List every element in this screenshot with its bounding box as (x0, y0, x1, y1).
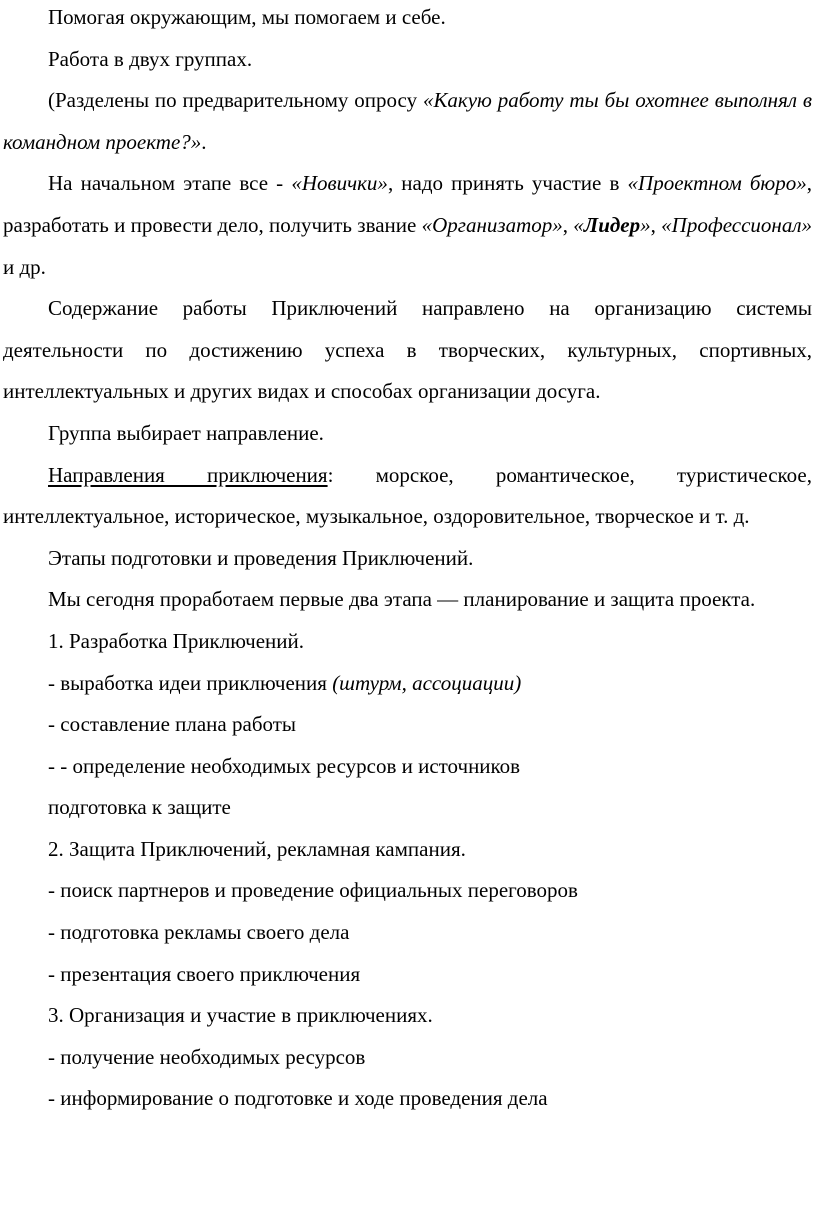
roles-text-k: и др. (3, 254, 46, 279)
stage3-title: 3. Организация и участие в приключениях. (48, 1003, 433, 1028)
stage2-item: - подготовка рекламы своего дела (48, 920, 350, 945)
role-professional: «Профессионал» (661, 212, 812, 237)
paragraph-directions (3, 455, 812, 538)
leader-close-quote: » (640, 212, 651, 237)
stage2-item: - поиск партнеров и проведение официальных переговоров (48, 878, 578, 903)
stage3-item: - получение необходимых ресурсов (48, 1044, 366, 1069)
roles-text-e: , разработать и провести дело, получить звание (3, 171, 812, 237)
roles-text-g: , (562, 212, 574, 237)
paragraph-stages: Этапы подготовки и проведения Приключений. (48, 545, 474, 570)
paragraph-groups: Работа в двух группах. (48, 46, 253, 71)
stage1-title: 1. Разработка Приключений. (48, 628, 304, 653)
paragraph-helping: Помогая окружающим, мы помогаем и себе. (48, 5, 446, 29)
role-leader (573, 213, 650, 237)
paragraph-today: Мы сегодня проработаем первые два этапа — планирование и защита проекта. (48, 587, 756, 612)
roles-text-i: , (650, 212, 662, 237)
roles-text-c: , надо принять участие в (387, 171, 628, 196)
role-organizer: «Организатор» (421, 212, 563, 237)
stage3-item: - информирование о подготовке и ходе проведения дела (48, 1086, 548, 1111)
stage1-item1-text: - выработка идеи приключения (48, 670, 333, 695)
role-project-bureau: «Проектном бюро» (627, 171, 807, 196)
paragraph-group-choice: Группа выбирает направление. (48, 420, 324, 445)
stage1-item1-note: (штурм, ассоциации) (332, 670, 522, 695)
survey-end: . (201, 129, 207, 154)
directions-label: Направления приключения (48, 462, 328, 487)
stage1-item (3, 663, 812, 705)
role-novice: «Новички» (291, 171, 388, 196)
roles-text-a: На начальном этапе все - (48, 171, 292, 196)
stage1-item: - - определение необходимых ресурсов и источников (48, 753, 521, 778)
survey-text: (Разделены по предварительному опросу (48, 88, 423, 113)
stage2-title: 2. Защита Приключений, рекламная кампания. (48, 836, 466, 861)
stage2-item: - презентация своего приключения (48, 961, 361, 986)
paragraph-survey (3, 80, 812, 163)
stage1-item: подготовка к защите (48, 795, 231, 820)
paragraph-roles (3, 163, 812, 288)
leader-word: Лидер (583, 212, 641, 237)
survey-question: «Какую работу ты бы охотнее выполнял в командном проекте?» (3, 88, 813, 154)
stage1-item: - составление плана работы (48, 712, 297, 737)
paragraph-content: Содержание работы Приключений направлено на организацию системы деятельности по достижению успеха в творческих, культурных, спортивных, интеллектуальных и других видах и способах организации досуга. (3, 296, 812, 404)
leader-open-quote: « (573, 212, 584, 237)
directions-list: : морское, романтическое, туристическое, интеллектуальное, историческое, музыкальное, оздоровительное, творческое и т. д. (3, 462, 812, 529)
